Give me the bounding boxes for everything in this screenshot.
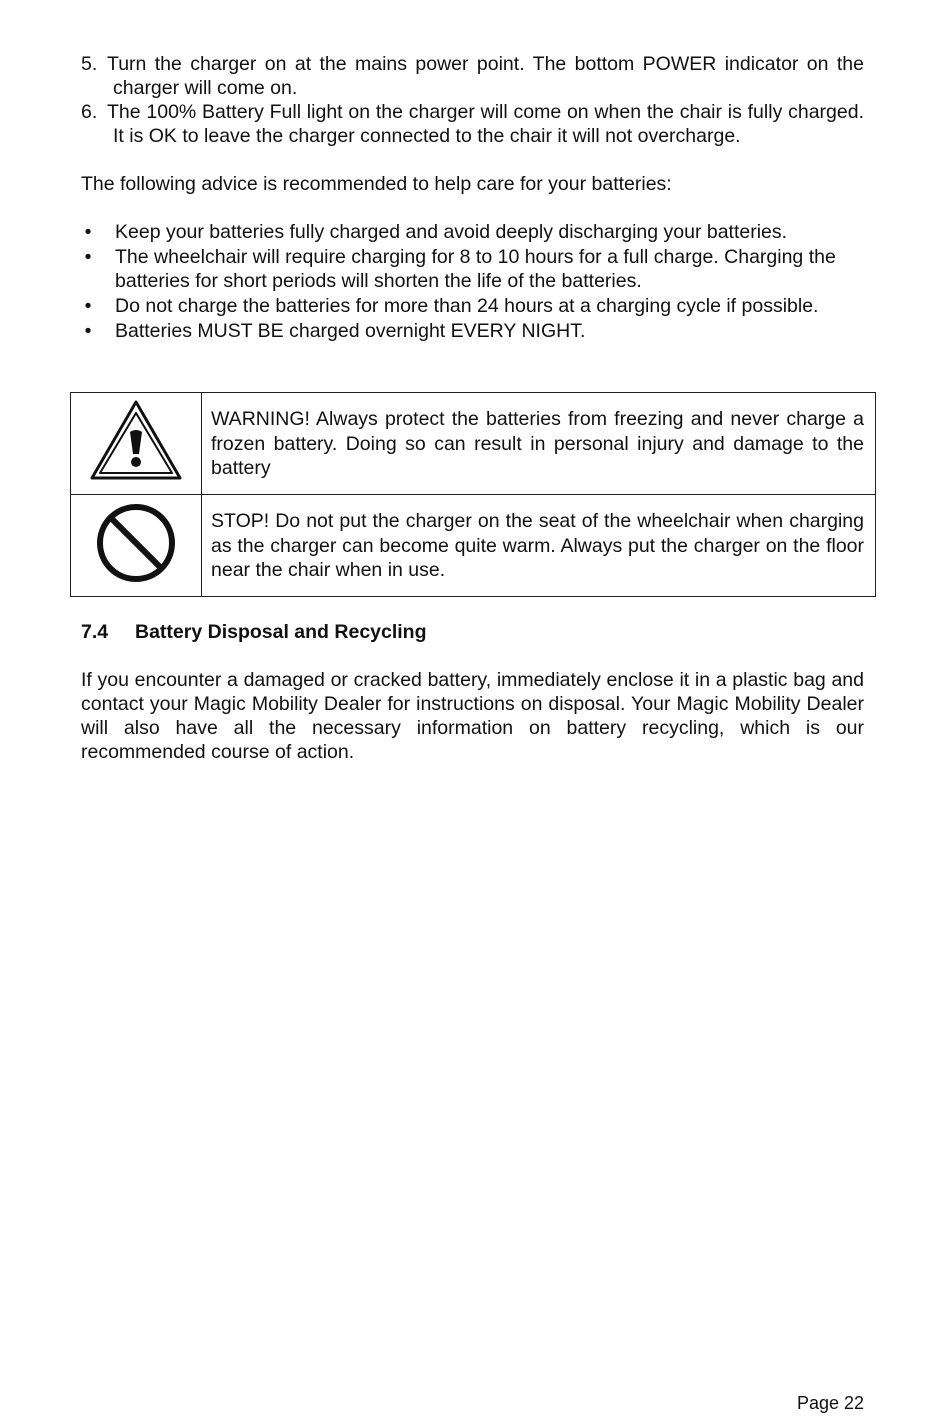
charging-steps-list bbox=[81, 52, 864, 148]
list-item bbox=[81, 220, 864, 244]
warning-triangle-icon bbox=[88, 398, 184, 484]
bullet-text: The wheelchair will require charging for 8 to 10 hours for a full charge. Charging the batteries for short periods will shorten the life of the batteries. bbox=[115, 246, 836, 292]
step-item bbox=[81, 100, 864, 148]
bullet-text: Do not charge the batteries for more than 24 hours at a charging cycle if possible. bbox=[115, 295, 819, 317]
main-content bbox=[81, 52, 864, 344]
bullet-icon: • bbox=[84, 320, 92, 342]
bullet-icon: • bbox=[84, 246, 92, 268]
disposal-paragraph: If you encounter a damaged or cracked battery, immediately enclose it in a plastic bag and contact your Magic Mobility Dealer for instructions on disposal. Your Magic Mobility Dealer will also have all the necessary information on battery recycling, which is our recommended course of action. bbox=[81, 669, 864, 763]
bullet-text: Batteries MUST BE charged overnight EVERY NIGHT. bbox=[115, 320, 586, 342]
bullet-icon: • bbox=[84, 221, 92, 243]
section-heading bbox=[81, 620, 427, 644]
battery-care-bullets bbox=[81, 220, 864, 343]
stop-notice-text: STOP! Do not put the charger on the seat of the wheelchair when charging as the charger can become quite warm. Always put the charger on the floor near the chair when in use. bbox=[202, 495, 876, 597]
bullet-text: Keep your batteries fully charged and avoid deeply discharging your batteries. bbox=[115, 221, 788, 243]
bullet-icon: • bbox=[84, 295, 92, 317]
battery-care-intro: The following advice is recommended to help care for your batteries: bbox=[81, 173, 672, 195]
list-item bbox=[81, 319, 864, 343]
step-text: The 100% Battery Full light on the charger will come on when the chair is fully charged. It is OK to leave the charger connected to the chair it will not overcharge. bbox=[107, 101, 864, 147]
safety-notices-table bbox=[70, 392, 876, 597]
section-title: Battery Disposal and Recycling bbox=[135, 621, 427, 643]
step-number: 5. bbox=[81, 53, 98, 75]
step-item bbox=[81, 52, 864, 100]
list-item bbox=[81, 245, 864, 293]
list-item bbox=[81, 294, 864, 318]
section-number: 7.4 bbox=[81, 621, 109, 643]
step-number: 6. bbox=[81, 101, 98, 123]
notice-icon-cell bbox=[71, 393, 202, 495]
table-row bbox=[71, 393, 876, 495]
prohibition-icon bbox=[93, 500, 179, 586]
table-row bbox=[71, 495, 876, 597]
step-text: Turn the charger on at the mains power point. The bottom POWER indicator on the charger will come on. bbox=[107, 53, 864, 99]
warning-notice-text: WARNING! Always protect the batteries from freezing and never charge a frozen battery. Doing so can result in personal injury and damage to the battery bbox=[202, 393, 876, 495]
page-number: Page 22 bbox=[796, 1393, 864, 1413]
notice-icon-cell bbox=[71, 495, 202, 597]
